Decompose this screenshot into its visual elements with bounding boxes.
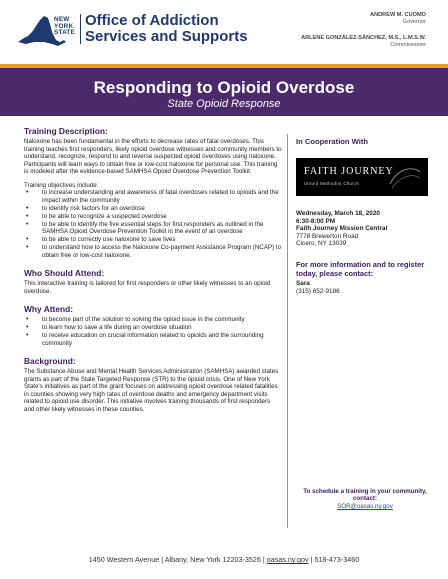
office-name: Office of Addiction Services and Supports: [85, 12, 248, 45]
list-item: • to become part of the solution to solving the opioid issue in the community: [24, 316, 282, 324]
list-item: • to identify risk factors for an overdose: [24, 205, 282, 213]
why-list: [24, 316, 282, 347]
page-title: Responding to Opioid Overdose: [93, 78, 355, 97]
footer-address: 1450 Western Avenue | Albany, New York 12203-3526 |: [88, 555, 267, 564]
training-description: Naloxone has been fundamental in the efforts to decrease rates of fatal overdoses. This training teaches first responders, likely opioid overdose witnesses and community members to understand, recognize, respond to and reverse suspected opioid overdoses using naloxone. Participants will learn ways to obtain free or low-cost naloxone for personal use. This training is modeled after the evidence-based SAMHSA Opioid Overdose Prevention Toolkit.: [24, 138, 282, 175]
footer: [0, 555, 448, 564]
partner-tagline: United Methodist Church: [304, 181, 360, 186]
swirl-icon: [388, 164, 422, 190]
cooperation-heading: In Cooperation With: [296, 137, 369, 146]
partner-logo: [296, 158, 428, 196]
contact-name: Sara: [296, 279, 310, 287]
column-divider: [287, 134, 288, 528]
list-item: • to understand how to access the Naloxone Co-payment Assistance Program (NCAP) to obtain free or low-cost naloxone.: [24, 244, 282, 259]
list-item: • to increase understanding and awareness of fatal overdoses related to opioids and the impact within the community: [24, 189, 282, 204]
event-city: Cicero, NY 13039: [296, 240, 347, 248]
footer-phone: | 518-473-3460: [308, 555, 360, 564]
who-description: This interactive training is tailored for first responders or other likely witnesses to an opioid overdose.: [24, 280, 271, 295]
list-item: • to receive education on crucial information related to opioids and the surrounding community: [24, 332, 282, 347]
schedule-email-link[interactable]: SOR@oasas.ny.gov: [337, 502, 393, 510]
footer-website-link[interactable]: oasas.ny.gov: [266, 555, 309, 564]
who-heading: Who Should Attend:: [24, 268, 105, 278]
list-item: • to be able to identify the five essential steps for first responders as outlined in the SAMHSA Opioid Overdose Prevention Toolkit in the event of an overdose: [24, 221, 282, 236]
list-item: • to be able to correctly use naloxone to save lives: [24, 236, 282, 244]
governor-title: Governor: [402, 19, 426, 25]
commissioner-title: Commissioner: [390, 42, 426, 48]
event-date: Wednesday, March 18, 2020: [296, 210, 380, 217]
list-item: • to learn how to save a life during an overdose situation: [24, 324, 282, 332]
letterhead: [0, 0, 448, 62]
objectives-list: [24, 189, 282, 259]
event-street: 7778 Brewerton Road: [296, 232, 359, 240]
title-banner: [0, 64, 448, 116]
background-heading: Background:: [24, 356, 76, 366]
partner-name: FAITH JOURNEY: [304, 166, 394, 177]
more-info-heading: For more information and to register today, please contact:: [296, 259, 425, 278]
why-heading: Why Attend:: [24, 304, 73, 314]
event-time: 6:30-8:00 PM: [296, 217, 336, 225]
background-description: The Substance Abuse and Mental Health Services Administration (SAMHSA) awarded states grants as part of the State Targeted Response (STR) to the opioid crisis. One of New York State's initiatives as part of the grant focuses on addressing opioid overdose related fatalities in counties showing very high rates of overdose deaths and emergency department visits related to opioid use disorder. This initiative involves training thousands of first responders and other likely witnesses in these counties.: [24, 368, 279, 413]
page-subtitle: State Opioid Response: [167, 98, 281, 110]
schedule-text: To schedule a training in your community, contact:: [303, 488, 427, 503]
sidebar: [296, 138, 434, 296]
governor-name: ANDREW M. CUOMO: [370, 12, 426, 18]
officials-block: [301, 12, 426, 49]
main-column: [24, 126, 282, 419]
commissioner-name: ARLENE GONZÁLEZ-SÁNCHEZ, M.S., L.M.S.W.: [301, 35, 426, 41]
objectives-intro: Training objectives include:: [24, 181, 99, 189]
list-item: • to be able to recognize a suspected overdose: [24, 213, 282, 221]
event-venue: Faith Journey Mission Central: [296, 225, 388, 233]
contact-phone: (315) 652-9186: [296, 287, 340, 295]
training-heading: Training Description:: [24, 126, 108, 136]
header-divider: [80, 14, 81, 44]
schedule-block: [296, 488, 434, 510]
ny-state-wordmark: NEW YORK STATE: [54, 16, 75, 37]
